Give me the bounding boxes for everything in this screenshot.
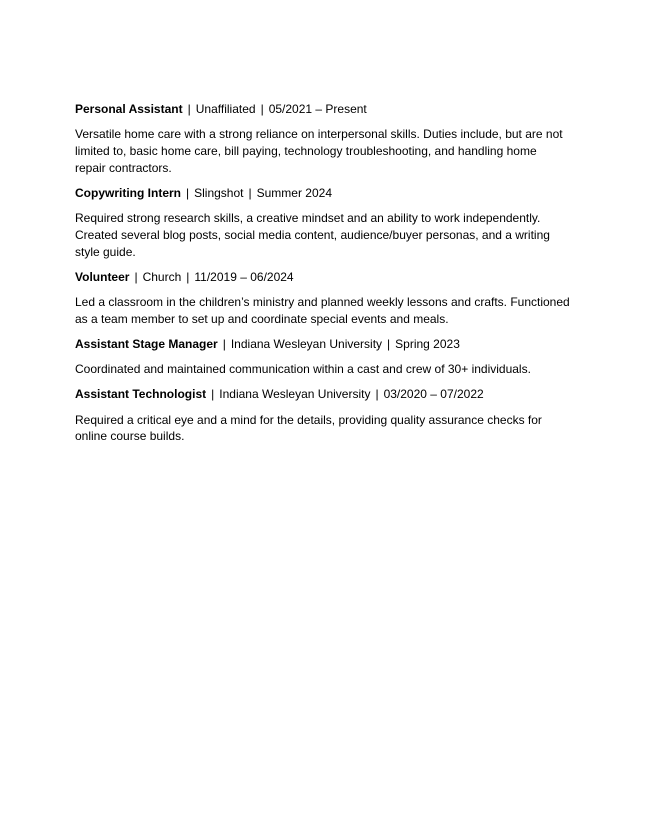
experience-entry-volunteer xyxy=(75,269,570,328)
date-range: Summer 2024 xyxy=(256,185,332,200)
job-description: Versatile home care with a strong reliance on interpersonal skills. Duties include, but are not limited to, basic home care, bill paying, technology troubleshooting, and handling home repair contractors. xyxy=(75,127,563,175)
separator: | xyxy=(134,269,138,284)
experience-section xyxy=(75,101,570,454)
organization: Church xyxy=(142,269,182,284)
entry-heading xyxy=(75,386,570,403)
organization: Slingshot xyxy=(194,185,244,200)
experience-entry-assistant-stage-manager xyxy=(75,336,570,378)
entry-heading xyxy=(75,101,570,118)
separator: | xyxy=(186,185,190,200)
separator: | xyxy=(186,269,190,284)
job-description: Required a critical eye and a mind for the details, providing quality assurance checks for online course builds. xyxy=(75,412,542,444)
separator: | xyxy=(387,337,391,352)
separator: | xyxy=(248,185,252,200)
job-title: Assistant Stage Manager xyxy=(75,337,218,352)
experience-entry-personal-assistant xyxy=(75,101,570,177)
date-range: 11/2019 – 06/2024 xyxy=(194,269,294,284)
job-title: Volunteer xyxy=(75,269,130,284)
job-description: Led a classroom in the children’s ministry and planned weekly lessons and crafts. Functioned as a team member to set up and coordinate special events and meals. xyxy=(75,295,570,326)
separator: | xyxy=(222,337,226,352)
separator: | xyxy=(260,102,264,116)
experience-entry-copywriting-intern xyxy=(75,185,570,261)
organization: Indiana Wesleyan University xyxy=(230,337,383,352)
job-title: Copywriting Intern xyxy=(75,185,181,200)
organization: Unaffiliated xyxy=(195,102,256,116)
date-range: 05/2021 – Present xyxy=(268,102,367,116)
job-title: Assistant Technologist xyxy=(75,387,207,402)
entry-heading xyxy=(75,269,570,286)
experience-entry-assistant-technologist xyxy=(75,386,570,445)
date-range: 03/2020 – 07/2022 xyxy=(383,387,484,402)
job-description: Coordinated and maintained communication within a cast and crew of 30+ individuals. xyxy=(75,362,531,377)
job-title: Personal Assistant xyxy=(75,102,183,116)
separator: | xyxy=(187,102,191,116)
separator: | xyxy=(375,387,379,402)
job-description: Required strong research skills, a creative mindset and an ability to work independently. Created several blog posts, social media content, audience/buyer personas, and a writing style guide. xyxy=(75,211,550,259)
separator: | xyxy=(211,387,215,402)
organization: Indiana Wesleyan University xyxy=(219,387,371,402)
entry-heading xyxy=(75,185,570,202)
date-range: Spring 2023 xyxy=(395,337,460,352)
entry-heading xyxy=(75,336,570,353)
